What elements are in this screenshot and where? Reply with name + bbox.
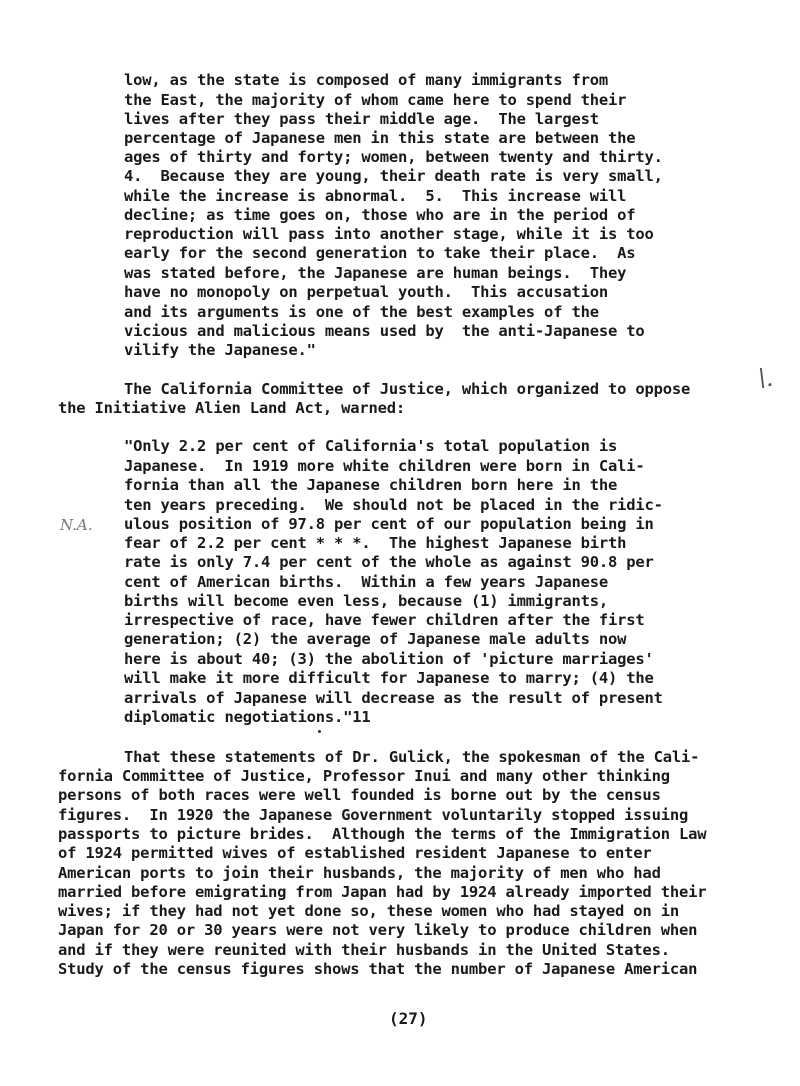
- quote1-line: ages of thirty and forty; women, between twenty and thirty.: [124, 148, 663, 166]
- quote2-line: fear of 2.2 per cent * * *. The highest Japanese birth: [124, 534, 627, 552]
- paragraph-line: married before emigrating from Japan had by 1924 already imported their: [58, 883, 707, 901]
- quote1-line: decline; as time goes on, those who are in the period of: [124, 206, 636, 224]
- quote2-line: rate is only 7.4 per cent of the whole as against 90.8 per: [124, 553, 654, 571]
- paragraph-line: That these statements of Dr. Gulick, the spokesman of the Cali-: [124, 748, 700, 766]
- handwritten-margin-mark: \.: [758, 364, 774, 392]
- paragraph-line: wives; if they had not yet done so, these women who had stayed on in: [58, 902, 679, 920]
- quote1-line: and its arguments is one of the best examples of the: [124, 303, 599, 321]
- quote1-line: 4. Because they are young, their death rate is very small,: [124, 167, 663, 185]
- stray-mark: [318, 730, 321, 733]
- quote1-line: was stated before, the Japanese are human beings. They: [124, 264, 627, 282]
- paragraph-line: passports to picture brides. Although the terms of the Immigration Law: [58, 825, 707, 843]
- paragraph-line: Japan for 20 or 30 years were not very likely to produce children when: [58, 921, 698, 939]
- handwritten-margin-initials: N.A.: [60, 516, 93, 534]
- page-number: (27): [389, 1009, 428, 1028]
- quote2-line: will make it more difficult for Japanese to marry; (4) the: [124, 669, 654, 687]
- paragraph-line: figures. In 1920 the Japanese Government voluntarily stopped issuing: [58, 806, 689, 824]
- quote2-line: arrivals of Japanese will decrease as the result of present: [124, 689, 663, 707]
- quote1-line: while the increase is abnormal. 5. This increase will: [124, 187, 627, 205]
- quote2-line: diplomatic negotiations."11: [124, 708, 371, 726]
- paragraph-line: and if they were reunited with their husbands in the United States.: [58, 941, 670, 959]
- quote2-line: ten years preceding. We should not be placed in the ridic-: [124, 496, 663, 514]
- quote2-line: fornia than all the Japanese children born here in the: [124, 476, 618, 494]
- paragraph-line: fornia Committee of Justice, Professor Inui and many other thinking: [58, 767, 670, 785]
- quote2-line: "Only 2.2 per cent of California's total population is: [124, 437, 618, 455]
- quote1-line: low, as the state is composed of many immigrants from: [124, 71, 608, 89]
- quote2-line: cent of American births. Within a few years Japanese: [124, 573, 608, 591]
- intro-line: the Initiative Alien Land Act, warned:: [58, 399, 406, 417]
- paragraph-line: persons of both races were well founded is borne out by the census: [58, 786, 661, 804]
- quote1-line: percentage of Japanese men in this state are between the: [124, 129, 636, 147]
- quote2-line: irrespective of race, have fewer children after the first: [124, 611, 645, 629]
- quote1-line: lives after they pass their middle age. The largest: [124, 110, 599, 128]
- quote1-line: early for the second generation to take their place. As: [124, 244, 636, 262]
- quote2-line: ulous position of 97.8 per cent of our population being in: [124, 515, 654, 533]
- quote1-line: vicious and malicious means used by the anti-Japanese to: [124, 322, 645, 340]
- quote1-line: the East, the majority of whom came here to spend their: [124, 91, 627, 109]
- quote2-line: births will become even less, because (1) immigrants,: [124, 592, 608, 610]
- paragraph-line: of 1924 permitted wives of established resident Japanese to enter: [58, 844, 652, 862]
- quote1-line: vilify the Japanese.": [124, 341, 316, 359]
- quote1-line: reproduction will pass into another stage, while it is too: [124, 225, 654, 243]
- paragraph-line: Study of the census figures shows that the number of Japanese American: [58, 960, 698, 978]
- intro-line: The California Committee of Justice, which organized to oppose: [124, 380, 691, 398]
- quote2-line: Japanese. In 1919 more white children were born in Cali-: [124, 457, 645, 475]
- paragraph-line: American ports to join their husbands, the majority of men who had: [58, 864, 661, 882]
- quote2-line: generation; (2) the average of Japanese male adults now: [124, 630, 627, 648]
- quote2-line: here is about 40; (3) the abolition of 'picture marriages': [124, 650, 654, 668]
- quote1-line: have no monopoly on perpetual youth. This accusation: [124, 283, 608, 301]
